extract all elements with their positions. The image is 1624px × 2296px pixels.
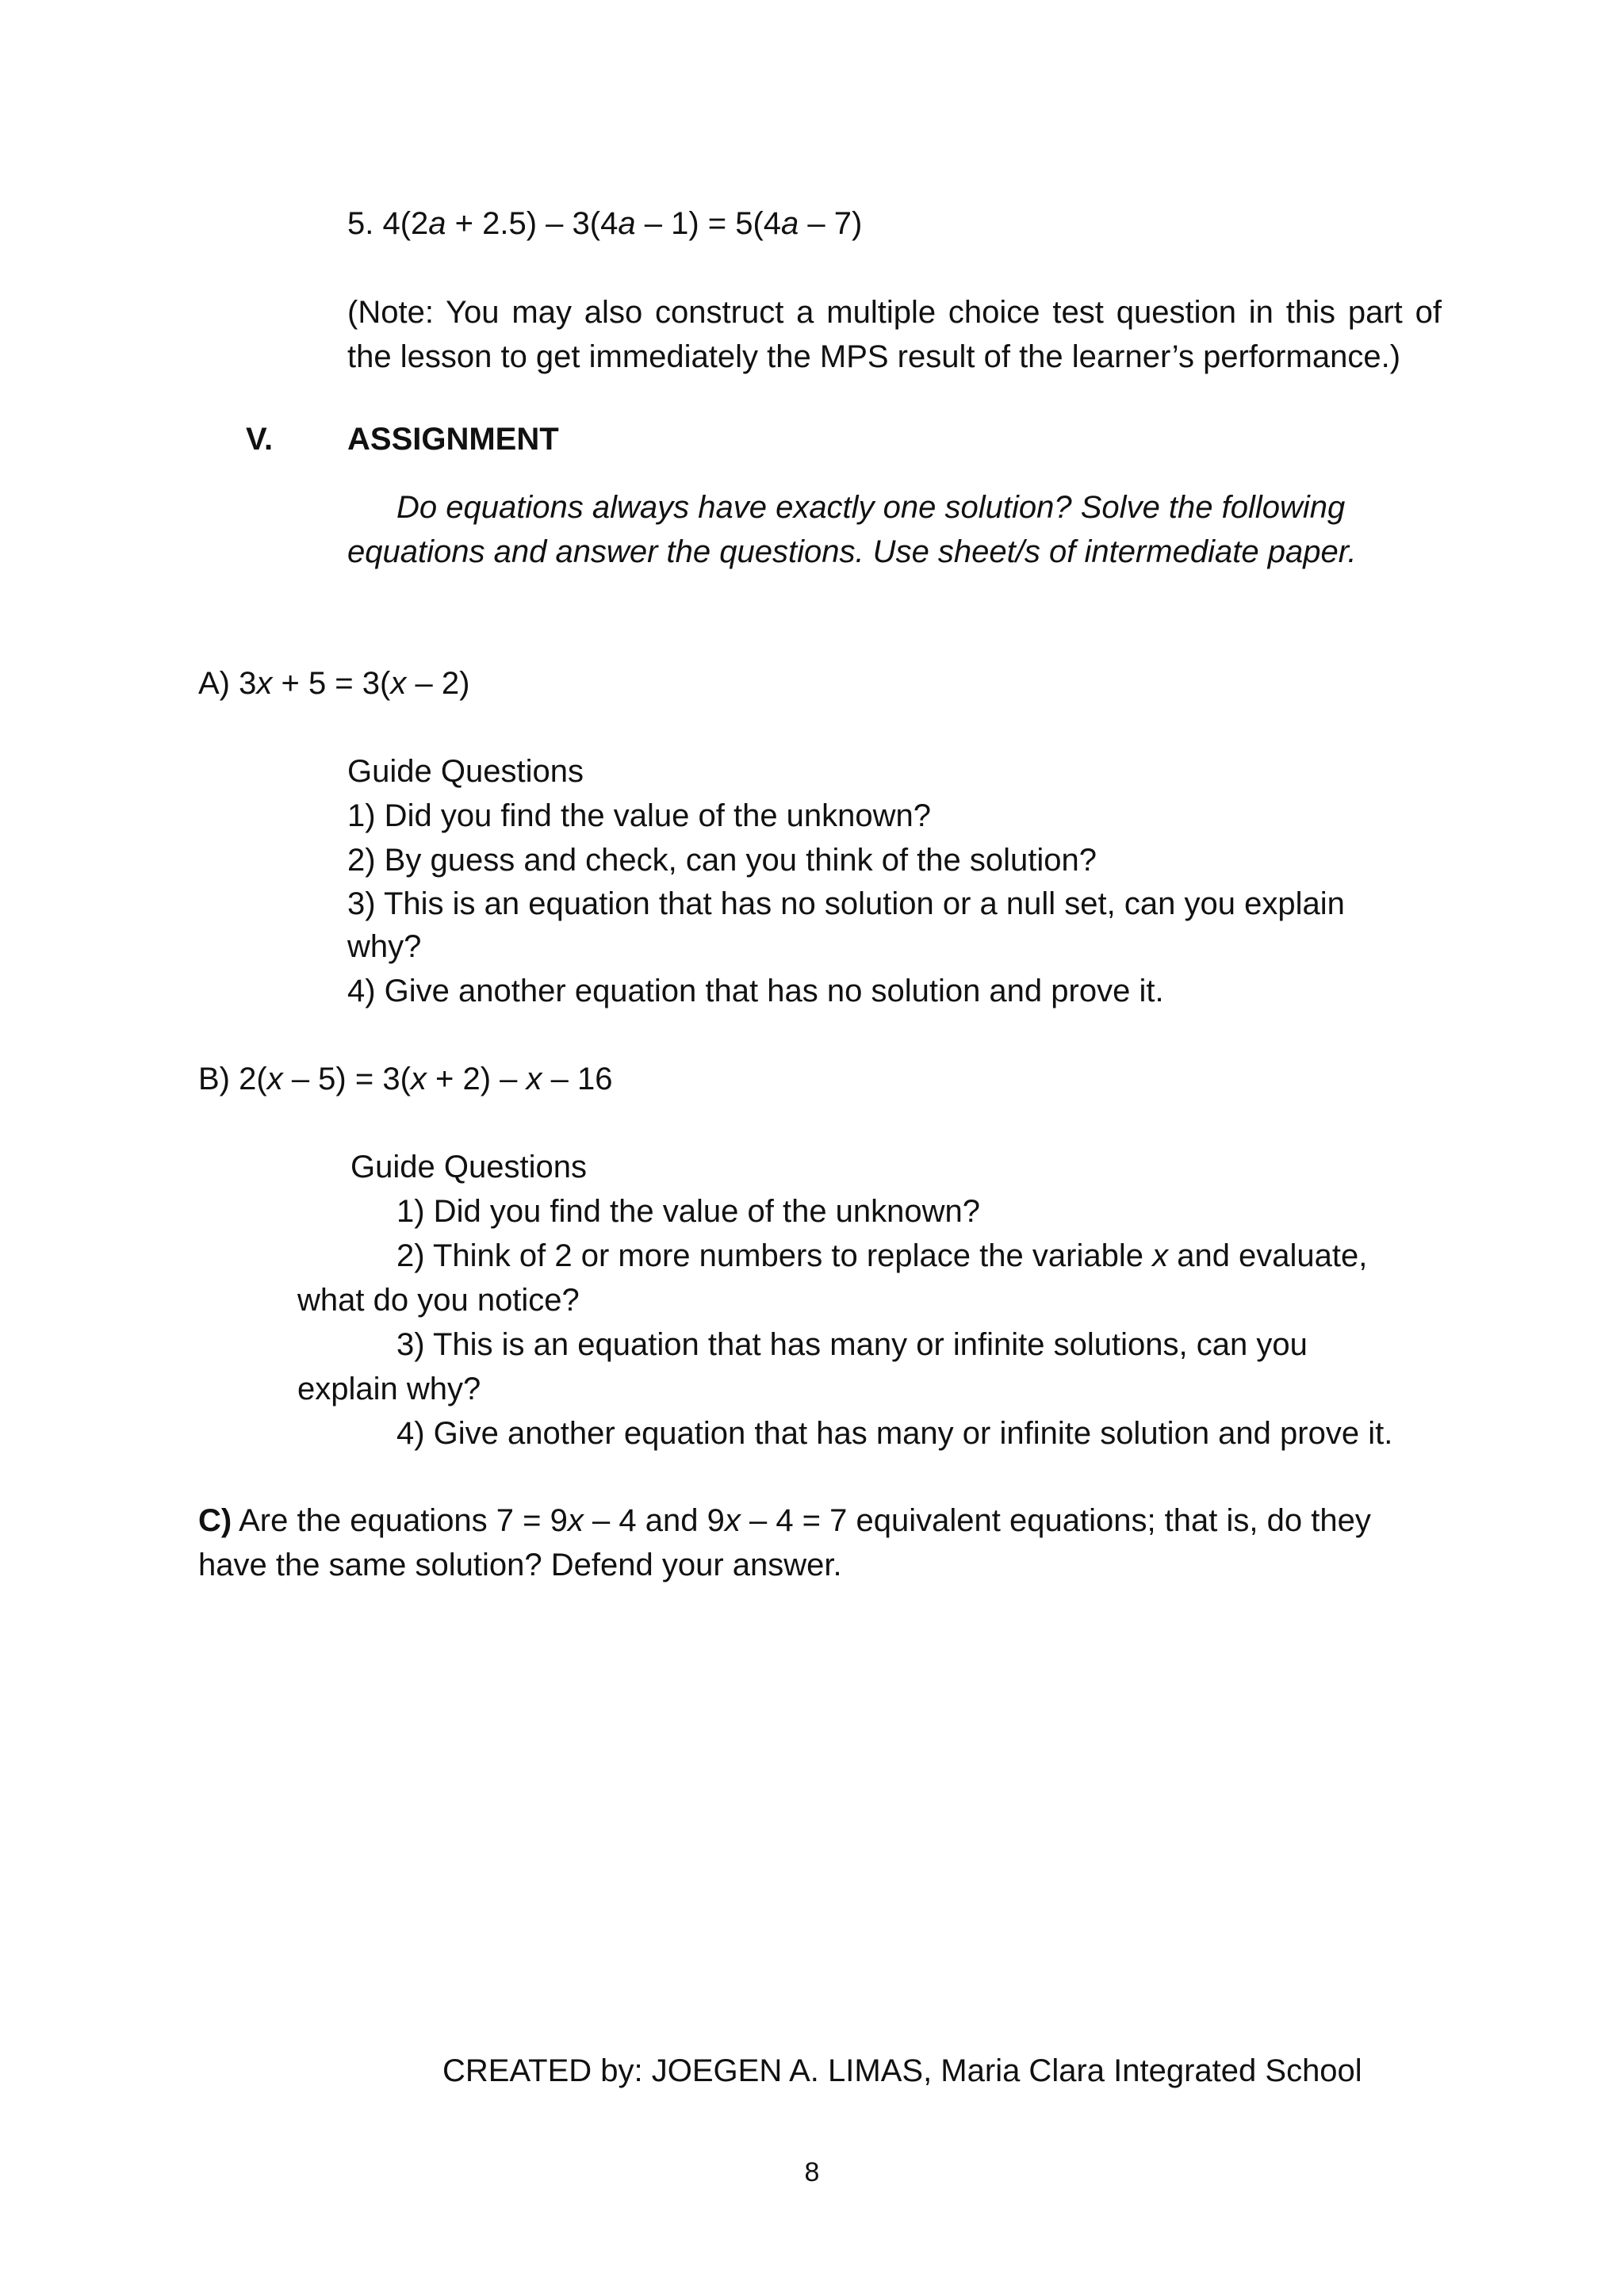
variable-a: a xyxy=(618,206,636,241)
variable-x: x xyxy=(526,1062,542,1096)
equation-part: + 2) – xyxy=(426,1062,518,1096)
equation-part: – 2) xyxy=(415,666,470,701)
item-5-equation xyxy=(347,201,862,246)
variable-a: a xyxy=(781,206,799,241)
assignment-instructions-line1: Do equations always have exactly one solution? Solve the following xyxy=(396,490,1346,525)
variable-x: x xyxy=(390,666,407,701)
variable-x: x xyxy=(567,1503,584,1538)
section-numeral: V. xyxy=(246,422,274,457)
variable-x: x xyxy=(256,666,273,701)
part-c-line2: have the same solution? Defend your answer. xyxy=(198,1548,842,1582)
equation-part: – 1) = 5(4 xyxy=(644,206,782,241)
part-b-label: B) 2( xyxy=(198,1062,267,1096)
assignment-instructions-line2: equations and answer the questions. Use sheet/s of intermediate paper. xyxy=(347,534,1357,569)
part-c-line1 xyxy=(198,1498,1371,1543)
part-c-text: – 4 and 9 xyxy=(592,1503,725,1538)
variable-x: x xyxy=(266,1062,283,1096)
part-a-question: 3) This is an equation that has no solution or a null set, can you explain xyxy=(347,886,1345,921)
part-b-question-continued: explain why? xyxy=(297,1372,481,1406)
part-c-label: C) xyxy=(198,1503,232,1538)
equation-part: – 7) xyxy=(807,206,863,241)
equation-part: – 5) = 3( xyxy=(291,1062,411,1096)
part-b-equation xyxy=(198,1057,613,1101)
variable-x: x xyxy=(724,1503,741,1538)
part-c-text: – 4 = 7 equivalent equations; that is, do they xyxy=(749,1503,1371,1538)
variable-x: x xyxy=(1152,1238,1169,1273)
part-b-question: 3) This is an equation that has many or infinite solutions, can you xyxy=(396,1327,1308,1362)
part-a-guide-heading: Guide Questions xyxy=(347,754,584,789)
variable-a: a xyxy=(428,206,446,241)
part-a-question: 4) Give another equation that has no solution and prove it. xyxy=(347,974,1164,1008)
part-a-question: 1) Did you find the value of the unknown? xyxy=(347,798,932,833)
equation-part: + 5 = 3( xyxy=(272,666,391,701)
footer-credit: CREATED by: JOEGEN A. LIMAS, Maria Clara Integrated School xyxy=(442,2053,1362,2088)
part-b-q2-text: and evaluate, xyxy=(1177,1238,1368,1273)
part-c-text: Are the equations 7 = 9 xyxy=(239,1503,568,1538)
variable-x: x xyxy=(410,1062,427,1096)
equation-part: – 16 xyxy=(550,1062,613,1096)
part-b-question: 1) Did you find the value of the unknown? xyxy=(396,1194,981,1229)
part-b-guide-heading: Guide Questions xyxy=(350,1150,587,1184)
part-a-question: 2) By guess and check, can you think of the solution? xyxy=(347,843,1097,878)
part-b-q2-text: 2) Think of 2 or more numbers to replace the variable xyxy=(396,1238,1143,1273)
teacher-note: (Note: You may also construct a multiple choice test question in this part of the lesson to get immediately the MPS result of the learner’s performance.) xyxy=(347,295,1442,374)
item-number: 5. xyxy=(347,206,374,241)
page-number: 8 xyxy=(804,2157,820,2187)
equation-part: + 2.5) – 3(4 xyxy=(446,206,619,241)
equation-part: 4(2 xyxy=(382,206,429,241)
section-heading: ASSIGNMENT xyxy=(347,422,559,457)
part-a-label: A) 3 xyxy=(198,666,257,701)
part-b-question: 4) Give another equation that has many or infinite solution and prove it. xyxy=(396,1416,1393,1451)
part-a-question-continued: why? xyxy=(347,929,422,964)
part-b-question-continued: what do you notice? xyxy=(297,1283,580,1318)
part-a-equation xyxy=(198,661,469,706)
part-b-question xyxy=(396,1234,1367,1278)
